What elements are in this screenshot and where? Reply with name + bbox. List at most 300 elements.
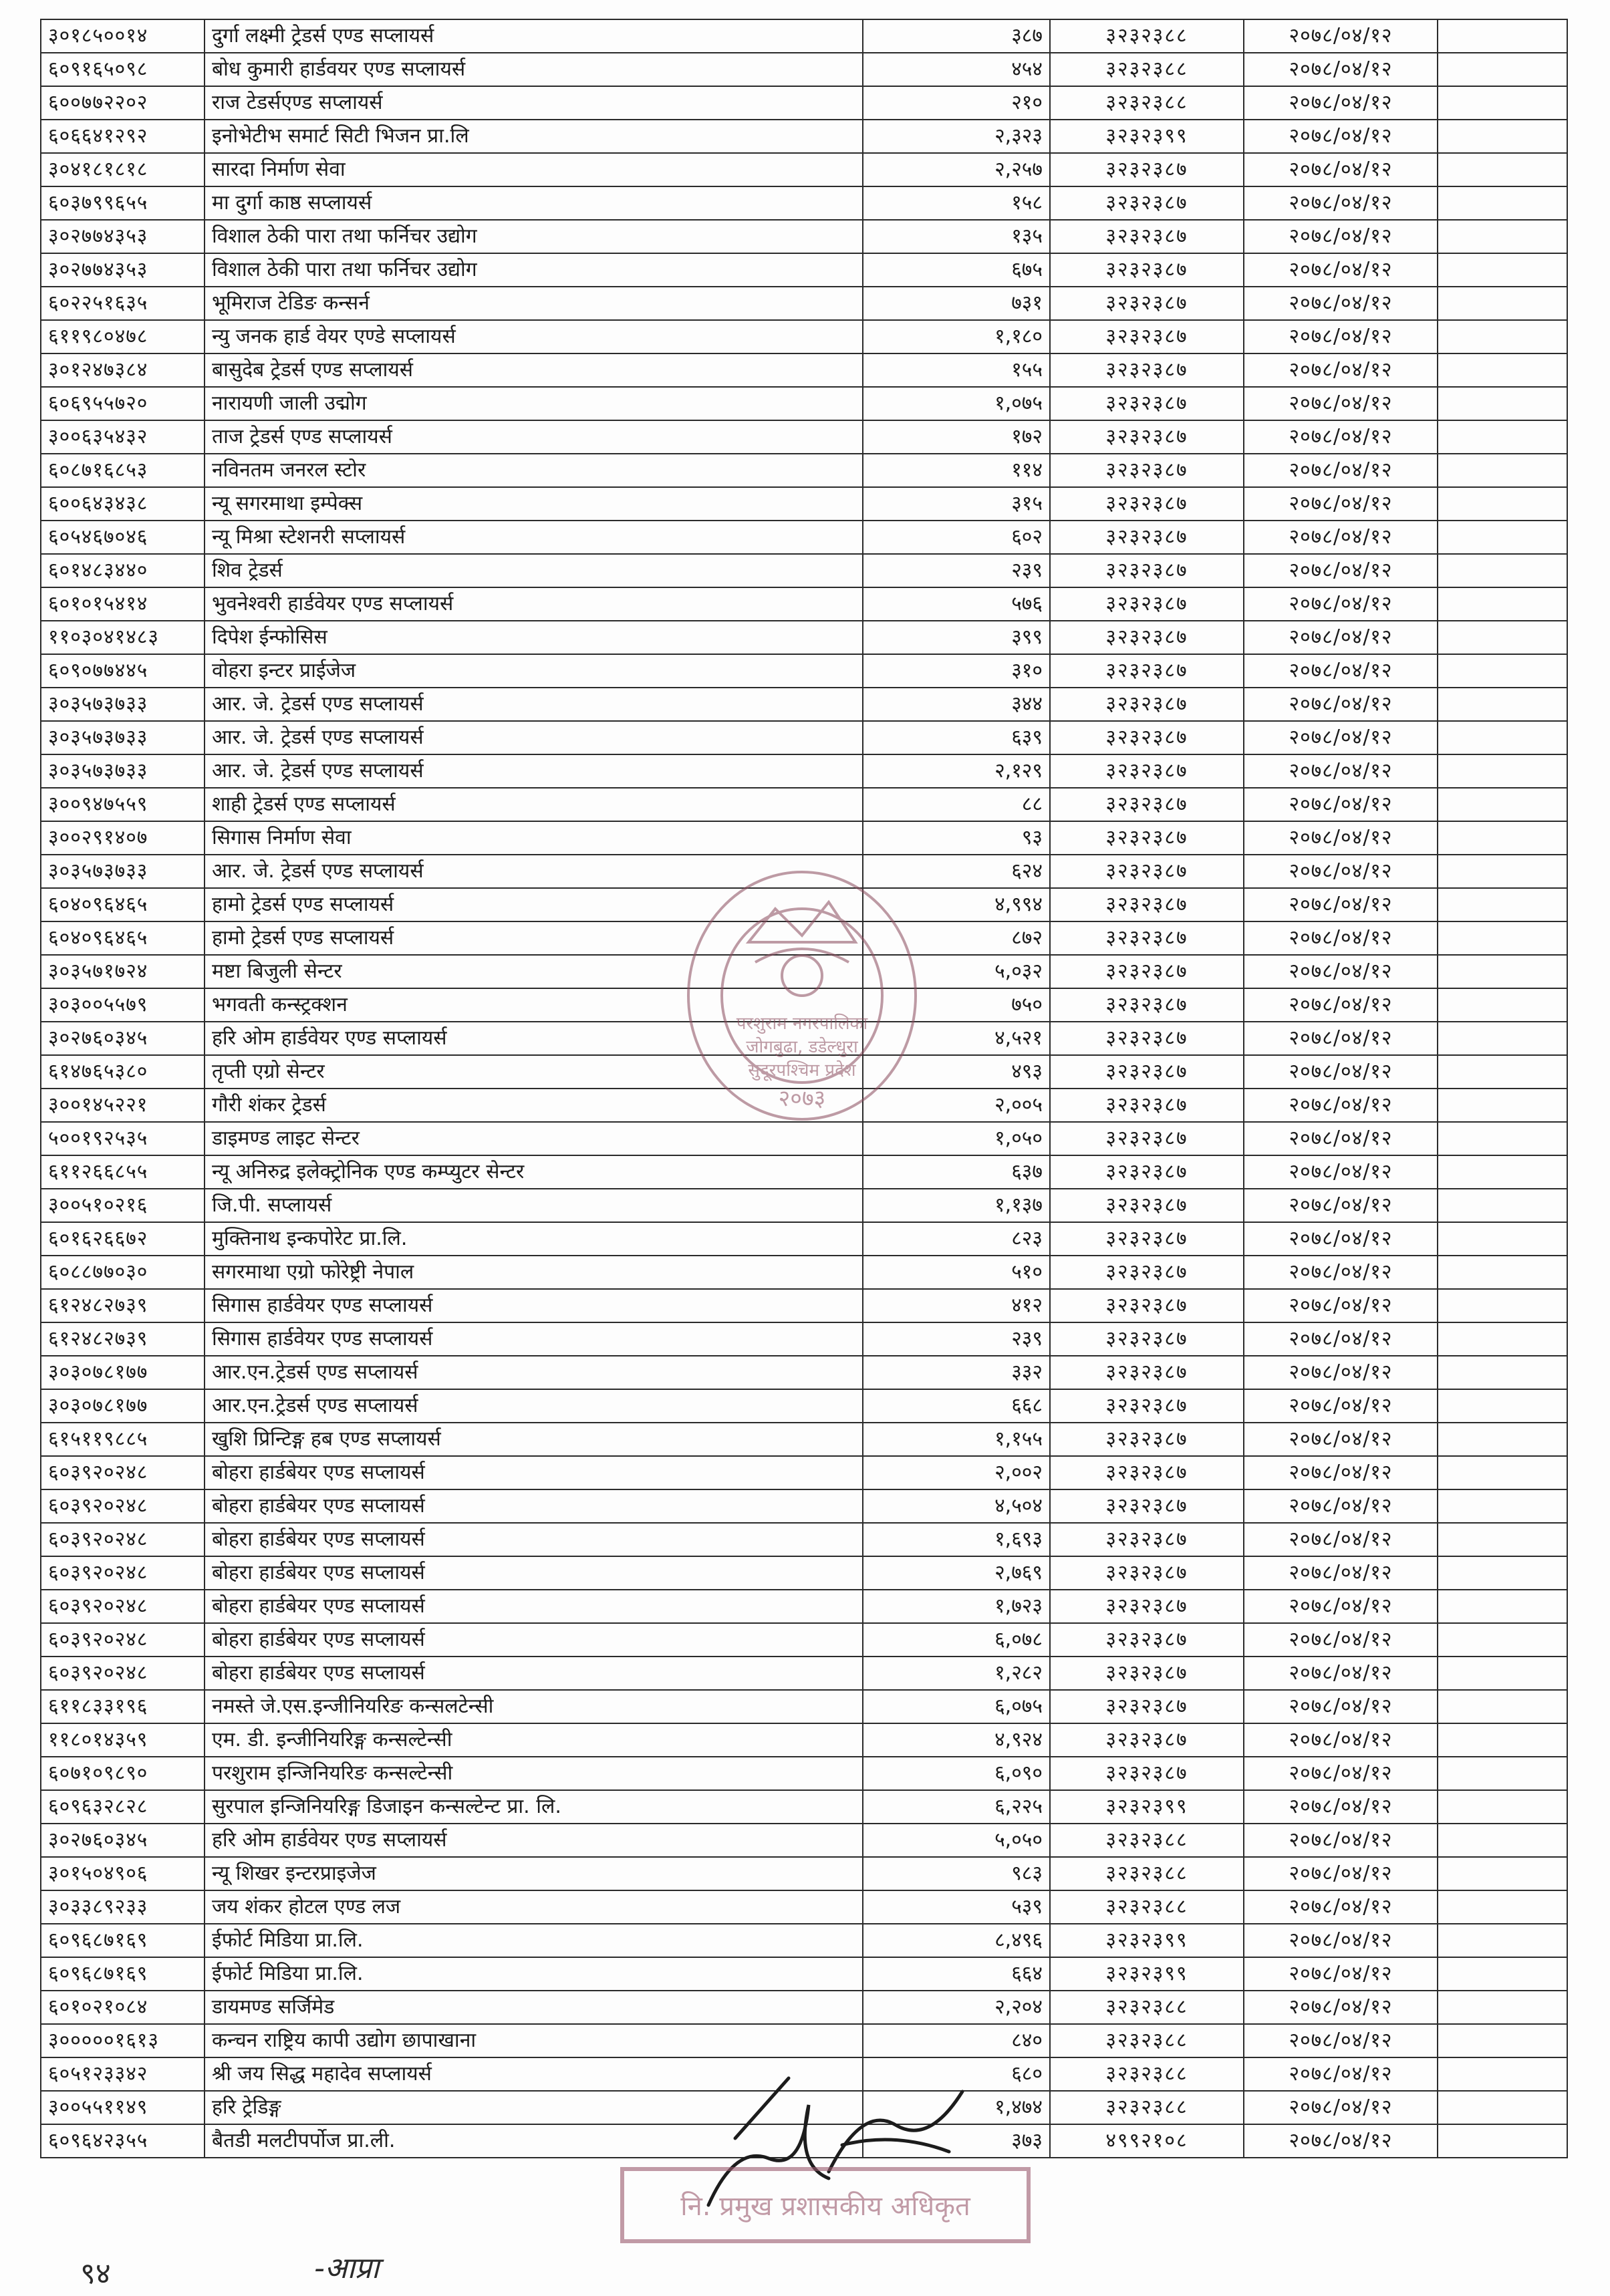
remarks-cell [1438, 1857, 1567, 1890]
voucher-number-cell: ३२३२३९९ [1050, 1924, 1244, 1957]
voucher-number-cell: ३२३२३८७ [1050, 888, 1244, 921]
date-cell: २०७८/०४/१२ [1244, 621, 1438, 654]
remarks-cell [1438, 2024, 1567, 2057]
date-cell: २०७८/०४/१२ [1244, 988, 1438, 1022]
date-cell: २०७८/०४/१२ [1244, 2124, 1438, 2158]
remarks-cell [1438, 821, 1567, 855]
municipal-seal-icon [675, 862, 929, 1143]
voucher-number-cell: ३२३२३८७ [1050, 821, 1244, 855]
amount-cell: ६७५ [863, 253, 1050, 287]
remarks-cell [1438, 2057, 1567, 2091]
voucher-number-cell: ३२३२३८७ [1050, 454, 1244, 487]
pan-cell: ६०४०९६४६५ [41, 921, 205, 955]
table-row [41, 788, 1567, 821]
remarks-cell [1438, 1556, 1567, 1590]
vendor-name-cell: मष्टा बिजुली सेन्टर [205, 955, 863, 988]
vendor-name-cell: शिव ट्रेडर्स [205, 554, 863, 587]
remarks-cell [1438, 2124, 1567, 2158]
date-cell: २०७८/०४/१२ [1244, 1957, 1438, 1991]
remarks-cell [1438, 1089, 1567, 1122]
amount-cell: ५७६ [863, 587, 1050, 621]
pan-cell: ६०३९२०२४८ [41, 1556, 205, 1590]
svg-text:नि. प्रमुख प्रशासकीय अधिकृत: नि. प्रमुख प्रशासकीय अधिकृत [680, 2191, 970, 2222]
amount-cell: ४,५०४ [863, 1489, 1050, 1523]
pan-cell: ३०३५७१७२४ [41, 955, 205, 988]
voucher-number-cell: ३२३२३८७ [1050, 1456, 1244, 1489]
pan-cell: ६०९६८७१६९ [41, 1957, 205, 1991]
pan-cell: ६११२६६८५५ [41, 1155, 205, 1189]
pan-cell: ६०३९२०२४८ [41, 1623, 205, 1657]
voucher-number-cell: ३२३२३८७ [1050, 688, 1244, 721]
date-cell: २०७८/०४/१२ [1244, 1222, 1438, 1256]
table-row [41, 1556, 1567, 1590]
remarks-cell [1438, 888, 1567, 921]
voucher-number-cell: ३२३२३८८ [1050, 86, 1244, 120]
remarks-cell [1438, 1222, 1567, 1256]
voucher-number-cell: ३२३२३८७ [1050, 1055, 1244, 1089]
date-cell: २०७८/०४/१२ [1244, 19, 1438, 53]
table-row [41, 521, 1567, 554]
vendor-name-cell: एम. डी. इन्जीनियरिङ्ग कन्सल्टेन्सी [205, 1723, 863, 1757]
vendor-name-cell: डाइमण्ड लाइट सेन्टर [205, 1122, 863, 1155]
table-row [41, 1623, 1567, 1657]
svg-text:२०७३: २०७३ [778, 1085, 826, 1112]
amount-cell: १,०७५ [863, 387, 1050, 420]
pan-cell: ३०३००५५७९ [41, 988, 205, 1022]
voucher-number-cell: ३२३२३८७ [1050, 1423, 1244, 1456]
date-cell: २०७८/०४/१२ [1244, 220, 1438, 253]
pan-cell: ६१४७६५३८० [41, 1055, 205, 1089]
pan-cell: ३०३५७३७३३ [41, 721, 205, 754]
pan-cell: ३००१४५२२१ [41, 1089, 205, 1122]
vendor-name-cell: विशाल ठेकी पारा तथा फर्निचर उद्योग [205, 253, 863, 287]
voucher-number-cell: ३२३२३८७ [1050, 1155, 1244, 1189]
table-row [41, 19, 1567, 53]
date-cell: २०७८/०४/१२ [1244, 320, 1438, 353]
voucher-number-cell: ३२३२३८७ [1050, 521, 1244, 554]
pan-cell: ६०९६३२८२८ [41, 1790, 205, 1824]
vendor-name-cell: सिगास निर्माण सेवा [205, 821, 863, 855]
voucher-number-cell: ३२३२३८८ [1050, 53, 1244, 86]
remarks-cell [1438, 1022, 1567, 1055]
amount-cell: ३१५ [863, 487, 1050, 521]
pan-cell: ३०१८५००१४ [41, 19, 205, 53]
pan-cell: ६१२४८२७३९ [41, 1289, 205, 1322]
date-cell: २०७८/०४/१२ [1244, 855, 1438, 888]
remarks-cell [1438, 253, 1567, 287]
voucher-number-cell: ३२३२३८८ [1050, 1857, 1244, 1890]
table-row [41, 1790, 1567, 1824]
voucher-number-cell: ३२३२३८८ [1050, 2091, 1244, 2124]
table-row [41, 2024, 1567, 2057]
amount-cell: १७२ [863, 420, 1050, 454]
amount-cell: ५,०५० [863, 1824, 1050, 1857]
pan-cell: ३०३३८९२३३ [41, 1890, 205, 1924]
amount-cell: १,७२३ [863, 1590, 1050, 1623]
voucher-number-cell: ३२३२३८७ [1050, 1523, 1244, 1556]
amount-cell: ८४० [863, 2024, 1050, 2057]
amount-cell: २,००२ [863, 1456, 1050, 1489]
voucher-number-cell: ३२३२३८७ [1050, 1122, 1244, 1155]
date-cell: २०७८/०४/१२ [1244, 1757, 1438, 1790]
table-row [41, 220, 1567, 253]
voucher-number-cell: ३२३२३८७ [1050, 1256, 1244, 1289]
date-cell: २०७८/०४/१२ [1244, 454, 1438, 487]
voucher-number-cell: ३२३२३९९ [1050, 120, 1244, 153]
pan-cell: ६०३९२०२४८ [41, 1523, 205, 1556]
table-row [41, 1824, 1567, 1857]
remarks-cell [1438, 1489, 1567, 1523]
remarks-cell [1438, 1189, 1567, 1222]
table-row [41, 688, 1567, 721]
remarks-cell [1438, 1590, 1567, 1623]
vendor-name-cell: न्यू अनिरुद्र इलेक्ट्रोनिक एण्ड कम्प्युटर सेन्टर [205, 1155, 863, 1189]
remarks-cell [1438, 1723, 1567, 1757]
date-cell: २०७८/०४/१२ [1244, 1389, 1438, 1423]
voucher-number-cell: ३२३२३८७ [1050, 1757, 1244, 1790]
amount-cell: ६३९ [863, 721, 1050, 754]
table-row [41, 1723, 1567, 1757]
amount-cell: १,०५० [863, 1122, 1050, 1155]
remarks-cell [1438, 521, 1567, 554]
remarks-cell [1438, 721, 1567, 754]
vendor-name-cell: भुवनेश्वरी हार्डवेयर एण्ड सप्लायर्स [205, 587, 863, 621]
table-row [41, 1322, 1567, 1356]
remarks-cell [1438, 1356, 1567, 1389]
pan-cell: ६१२४८२७३९ [41, 1322, 205, 1356]
table-row [41, 1657, 1567, 1690]
voucher-number-cell: ३२३२३८७ [1050, 487, 1244, 521]
vendor-name-cell: हामो ट्रेडर्स एण्ड सप्लायर्स [205, 921, 863, 955]
vendor-name-cell: आर.एन.ट्रेडर्स एण्ड सप्लायर्स [205, 1389, 863, 1423]
pan-cell: ६००७७२२०२ [41, 86, 205, 120]
vendor-name-cell: सिगास हार्डवेयर एण्ड सप्लायर्स [205, 1289, 863, 1322]
amount-cell: २३९ [863, 1322, 1050, 1356]
vendor-name-cell: न्यू सगरमाथा इम्पेक्स [205, 487, 863, 521]
vendor-name-cell: दिपेश ईन्फोसिस [205, 621, 863, 654]
pan-cell: ६०१०१५४१४ [41, 587, 205, 621]
voucher-number-cell: ३२३२३८७ [1050, 921, 1244, 955]
remarks-cell [1438, 554, 1567, 587]
voucher-number-cell: ३२३२३८७ [1050, 287, 1244, 320]
pan-cell: ३०१२४७३८४ [41, 353, 205, 387]
remarks-cell [1438, 1790, 1567, 1824]
amount-cell: ६,२२५ [863, 1790, 1050, 1824]
vendor-name-cell: विशाल ठेकी पारा तथा फर्निचर उद्योग [205, 220, 863, 253]
remarks-cell [1438, 921, 1567, 955]
voucher-number-cell: ३२३२३८७ [1050, 1389, 1244, 1423]
amount-cell: ५,०३२ [863, 955, 1050, 988]
vendor-name-cell: भगवती कन्स्ट्रक्शन [205, 988, 863, 1022]
table-row [41, 320, 1567, 353]
remarks-cell [1438, 1657, 1567, 1690]
amount-cell: १५५ [863, 353, 1050, 387]
pan-cell: ६०५४६७०४६ [41, 521, 205, 554]
table-row [41, 1356, 1567, 1389]
date-cell: २०७८/०४/१२ [1244, 554, 1438, 587]
remarks-cell [1438, 955, 1567, 988]
amount-cell: १५८ [863, 186, 1050, 220]
vendor-name-cell: तृप्ती एग्रो सेन्टर [205, 1055, 863, 1089]
voucher-number-cell: ३२३२३८७ [1050, 1222, 1244, 1256]
amount-cell: ८२३ [863, 1222, 1050, 1256]
remarks-cell [1438, 1991, 1567, 2024]
pan-cell: ३०३०७८१७७ [41, 1356, 205, 1389]
remarks-cell [1438, 287, 1567, 320]
vendor-name-cell: गौरी शंकर ट्रेडर्स [205, 1089, 863, 1122]
date-cell: २०७८/०४/१२ [1244, 1256, 1438, 1289]
remarks-cell [1438, 988, 1567, 1022]
table-row [41, 1991, 1567, 2024]
date-cell: २०७८/०४/१२ [1244, 1556, 1438, 1590]
table-row [41, 1590, 1567, 1623]
pan-cell: ३०३५७३७३३ [41, 754, 205, 788]
amount-cell: ६६८ [863, 1389, 1050, 1423]
vendor-name-cell: इनोभेटीभ समार्ट सिटी भिजन प्रा.लि [205, 120, 863, 153]
voucher-number-cell: ३२३२३९९ [1050, 1957, 1244, 1991]
pan-cell: ६००६४३४३८ [41, 487, 205, 521]
amount-cell: ८८ [863, 788, 1050, 821]
remarks-cell [1438, 788, 1567, 821]
vendor-name-cell: बोहरा हार्डबेयर एण्ड सप्लायर्स [205, 1623, 863, 1657]
pan-cell: ६०९०७७४४५ [41, 654, 205, 688]
voucher-number-cell: ३२३२३८७ [1050, 1723, 1244, 1757]
date-cell: २०७८/०४/१२ [1244, 1489, 1438, 1523]
voucher-number-cell: ३२३२३८७ [1050, 621, 1244, 654]
amount-cell: १,२८२ [863, 1657, 1050, 1690]
amount-cell: २,२०४ [863, 1991, 1050, 2024]
remarks-cell [1438, 420, 1567, 454]
vendor-name-cell: बोहरा हार्डबेयर एण्ड सप्लायर्स [205, 1657, 863, 1690]
pan-cell: ६०३९२०२४८ [41, 1657, 205, 1690]
voucher-number-cell: ३२३२३८८ [1050, 2024, 1244, 2057]
table-row [41, 353, 1567, 387]
pan-cell: ३०१५०४९०६ [41, 1857, 205, 1890]
table-row [41, 1289, 1567, 1322]
pan-cell: ६०३९२०२४८ [41, 1489, 205, 1523]
pan-cell: ६०६९५५७२० [41, 387, 205, 420]
remarks-cell [1438, 2091, 1567, 2124]
remarks-cell [1438, 220, 1567, 253]
amount-cell: ६२४ [863, 855, 1050, 888]
remarks-cell [1438, 621, 1567, 654]
pan-cell: ३०४१८१८१८ [41, 153, 205, 186]
date-cell: २०७८/०४/१२ [1244, 721, 1438, 754]
vendor-name-cell: ईफोर्ट मिडिया प्रा.लि. [205, 1957, 863, 1991]
vendor-name-cell: नमस्ते जे.एस.इन्जीनियरिङ कन्सलटेन्सी [205, 1690, 863, 1723]
voucher-number-cell: ३२३२३८७ [1050, 153, 1244, 186]
voucher-number-cell: ३२३२३८७ [1050, 1590, 1244, 1623]
amount-cell: २३९ [863, 554, 1050, 587]
pan-cell: ३०२७७४३५३ [41, 220, 205, 253]
table-row [41, 1924, 1567, 1957]
amount-cell: ३९९ [863, 621, 1050, 654]
voucher-number-cell: ३२३२३८७ [1050, 754, 1244, 788]
amount-cell: ७५० [863, 988, 1050, 1022]
voucher-number-cell: ३२३२३८८ [1050, 1824, 1244, 1857]
date-cell: २०७८/०४/१२ [1244, 1122, 1438, 1155]
table-row [41, 554, 1567, 587]
remarks-cell [1438, 153, 1567, 186]
pan-cell: ३००५५११४९ [41, 2091, 205, 2124]
pan-cell: ६०३९२०२४८ [41, 1590, 205, 1623]
remarks-cell [1438, 454, 1567, 487]
table-row [41, 487, 1567, 521]
table-row [41, 287, 1567, 320]
date-cell: २०७८/०४/१२ [1244, 1657, 1438, 1690]
amount-cell: ६,०७५ [863, 1690, 1050, 1723]
date-cell: २०७८/०४/१२ [1244, 587, 1438, 621]
amount-cell: ८७२ [863, 921, 1050, 955]
date-cell: २०७८/०४/१२ [1244, 387, 1438, 420]
table-row [41, 387, 1567, 420]
vendor-name-cell: बोध कुमारी हार्डवयर एण्ड सप्लायर्स [205, 53, 863, 86]
remarks-cell [1438, 1256, 1567, 1289]
pan-cell: ३०००००१६१३ [41, 2024, 205, 2057]
table-row [41, 621, 1567, 654]
pan-cell: ११८०१४३५९ [41, 1723, 205, 1757]
voucher-number-cell: ३२३२३८७ [1050, 654, 1244, 688]
table-row [41, 1423, 1567, 1456]
vendor-name-cell: सगरमाथा एग्रो फोरेष्ट्री नेपाल [205, 1256, 863, 1289]
pan-cell: ६११९८०४७८ [41, 320, 205, 353]
vendor-name-cell: कन्चन राष्ट्रिय कापी उद्योग छापाखाना [205, 2024, 863, 2057]
vendor-name-cell: न्यू मिश्रा स्टेशनरी सप्लायर्स [205, 521, 863, 554]
amount-cell: २,२५७ [863, 153, 1050, 186]
svg-text:सुदूरपश्चिम प्रदेश: सुदूरपश्चिम प्रदेश [748, 1060, 856, 1081]
table-row [41, 1222, 1567, 1256]
vendor-name-cell: नारायणी जाली उद्मोग [205, 387, 863, 420]
remarks-cell [1438, 1389, 1567, 1423]
vendor-name-cell: दुर्गा लक्ष्मी ट्रेडर्स एण्ड सप्लायर्स [205, 19, 863, 53]
remarks-cell [1438, 1055, 1567, 1089]
vendor-name-cell: बोहरा हार्डबेयर एण्ड सप्लायर्स [205, 1489, 863, 1523]
table-row [41, 721, 1567, 754]
footer-initials: -आप्रा [314, 2251, 380, 2285]
date-cell: २०७८/०४/१२ [1244, 1623, 1438, 1657]
date-cell: २०७८/०४/१२ [1244, 153, 1438, 186]
voucher-number-cell: ३२३२३८८ [1050, 2057, 1244, 2091]
amount-cell: ४१२ [863, 1289, 1050, 1322]
date-cell: २०७८/०४/१२ [1244, 888, 1438, 921]
pan-cell: ६०९१६५०९८ [41, 53, 205, 86]
amount-cell: ११४ [863, 454, 1050, 487]
amount-cell: ३८७ [863, 19, 1050, 53]
vendor-name-cell: बोहरा हार्डबेयर एण्ड सप्लायर्स [205, 1523, 863, 1556]
table-row [41, 1523, 1567, 1556]
amount-cell: १,४७४ [863, 2091, 1050, 2124]
amount-cell: ५१० [863, 1256, 1050, 1289]
remarks-cell [1438, 1924, 1567, 1957]
amount-cell: १,१८० [863, 320, 1050, 353]
remarks-cell [1438, 1757, 1567, 1790]
amount-cell: १३५ [863, 220, 1050, 253]
vendor-name-cell: आर. जे. ट्रेडर्स एण्ड सप्लायर्स [205, 721, 863, 754]
date-cell: २०७८/०४/१२ [1244, 2024, 1438, 2057]
date-cell: २०७८/०४/१२ [1244, 287, 1438, 320]
voucher-number-cell: ३२३२३९९ [1050, 1790, 1244, 1824]
pan-cell: ६०३७९९६५५ [41, 186, 205, 220]
voucher-number-cell: ३२३२३८७ [1050, 353, 1244, 387]
date-cell: २०७८/०४/१२ [1244, 2091, 1438, 2124]
amount-cell: ३३२ [863, 1356, 1050, 1389]
vendor-name-cell: जि.पी. सप्लायर्स [205, 1189, 863, 1222]
amount-cell: ७३१ [863, 287, 1050, 320]
vendor-name-cell: सिगास हार्डवेयर एण्ड सप्लायर्स [205, 1322, 863, 1356]
remarks-cell [1438, 353, 1567, 387]
pan-cell: ६०९६४२३५५ [41, 2124, 205, 2158]
svg-text:परशुराम नगरपालिका: परशुराम नगरपालिका [736, 1014, 868, 1034]
table-row [41, 821, 1567, 855]
date-cell: २०७८/०४/१२ [1244, 821, 1438, 855]
pan-cell: ६०८७१६८५३ [41, 454, 205, 487]
table-row [41, 153, 1567, 186]
date-cell: २०७८/०४/१२ [1244, 420, 1438, 454]
date-cell: २०७८/०४/१२ [1244, 1456, 1438, 1489]
vendor-name-cell: हामो ट्रेडर्स एण्ड सप्लायर्स [205, 888, 863, 921]
date-cell: २०७८/०४/१२ [1244, 955, 1438, 988]
date-cell: २०७८/०४/१२ [1244, 1022, 1438, 1055]
voucher-number-cell: ३२३२३८७ [1050, 721, 1244, 754]
vendor-name-cell: हरि ओम हार्डवेयर एण्ड सप्लायर्स [205, 1824, 863, 1857]
amount-cell: २,१२९ [863, 754, 1050, 788]
vendor-name-cell: राज टेडर्सएण्ड सप्लायर्स [205, 86, 863, 120]
remarks-cell [1438, 186, 1567, 220]
voucher-number-cell: ३२३२३८७ [1050, 988, 1244, 1022]
vendor-name-cell: वोहरा इन्टर प्राईजेज [205, 654, 863, 688]
date-cell: २०७८/०४/१२ [1244, 2057, 1438, 2091]
amount-cell: ६,०७८ [863, 1623, 1050, 1657]
amount-cell: ४,५२१ [863, 1022, 1050, 1055]
voucher-number-cell: ३२३२३८७ [1050, 420, 1244, 454]
remarks-cell [1438, 855, 1567, 888]
table-row [41, 1155, 1567, 1189]
date-cell: २०७८/०४/१२ [1244, 53, 1438, 86]
table-row [41, 587, 1567, 621]
date-cell: २०७८/०४/१२ [1244, 120, 1438, 153]
table-row [41, 53, 1567, 86]
voucher-number-cell: ३२३२३८७ [1050, 320, 1244, 353]
date-cell: २०७८/०४/१२ [1244, 1824, 1438, 1857]
table-row [41, 253, 1567, 287]
vendor-name-cell: आर. जे. ट्रेडर्स एण्ड सप्लायर्स [205, 855, 863, 888]
amount-cell: १,१५५ [863, 1423, 1050, 1456]
date-cell: २०७८/०४/१२ [1244, 1991, 1438, 2024]
date-cell: २०७८/०४/१२ [1244, 1523, 1438, 1556]
vendor-name-cell: बैतडी मलटीपर्पोज प्रा.ली. [205, 2124, 863, 2158]
voucher-number-cell: ३२३२३८७ [1050, 788, 1244, 821]
pan-cell: ३००६३५४३२ [41, 420, 205, 454]
amount-cell: १,१३७ [863, 1189, 1050, 1222]
vendor-name-cell: ईफोर्ट मिडिया प्रा.लि. [205, 1924, 863, 1957]
amount-cell: १,६९३ [863, 1523, 1050, 1556]
date-cell: २०७८/०४/१२ [1244, 1423, 1438, 1456]
vendor-name-cell: हरि ट्रेडिङ्ग [205, 2091, 863, 2124]
vendor-name-cell: सुरपाल इन्जिनियरिङ्ग डिजाइन कन्सल्टेन्ट प्रा. लि. [205, 1790, 863, 1824]
amount-cell: ६८० [863, 2057, 1050, 2091]
table-row [41, 1456, 1567, 1489]
table-row [41, 754, 1567, 788]
amount-cell: ८,४९६ [863, 1924, 1050, 1957]
pan-cell: ३०२७६०३४५ [41, 1022, 205, 1055]
pan-cell: ६०९६८७१६९ [41, 1924, 205, 1957]
date-cell: २०७८/०४/१२ [1244, 1089, 1438, 1122]
date-cell: २०७८/०४/१२ [1244, 1055, 1438, 1089]
remarks-cell [1438, 1155, 1567, 1189]
voucher-number-cell: ४९९२१०८ [1050, 2124, 1244, 2158]
table-row [41, 1857, 1567, 1890]
pan-cell: ६०४०९६४६५ [41, 888, 205, 921]
